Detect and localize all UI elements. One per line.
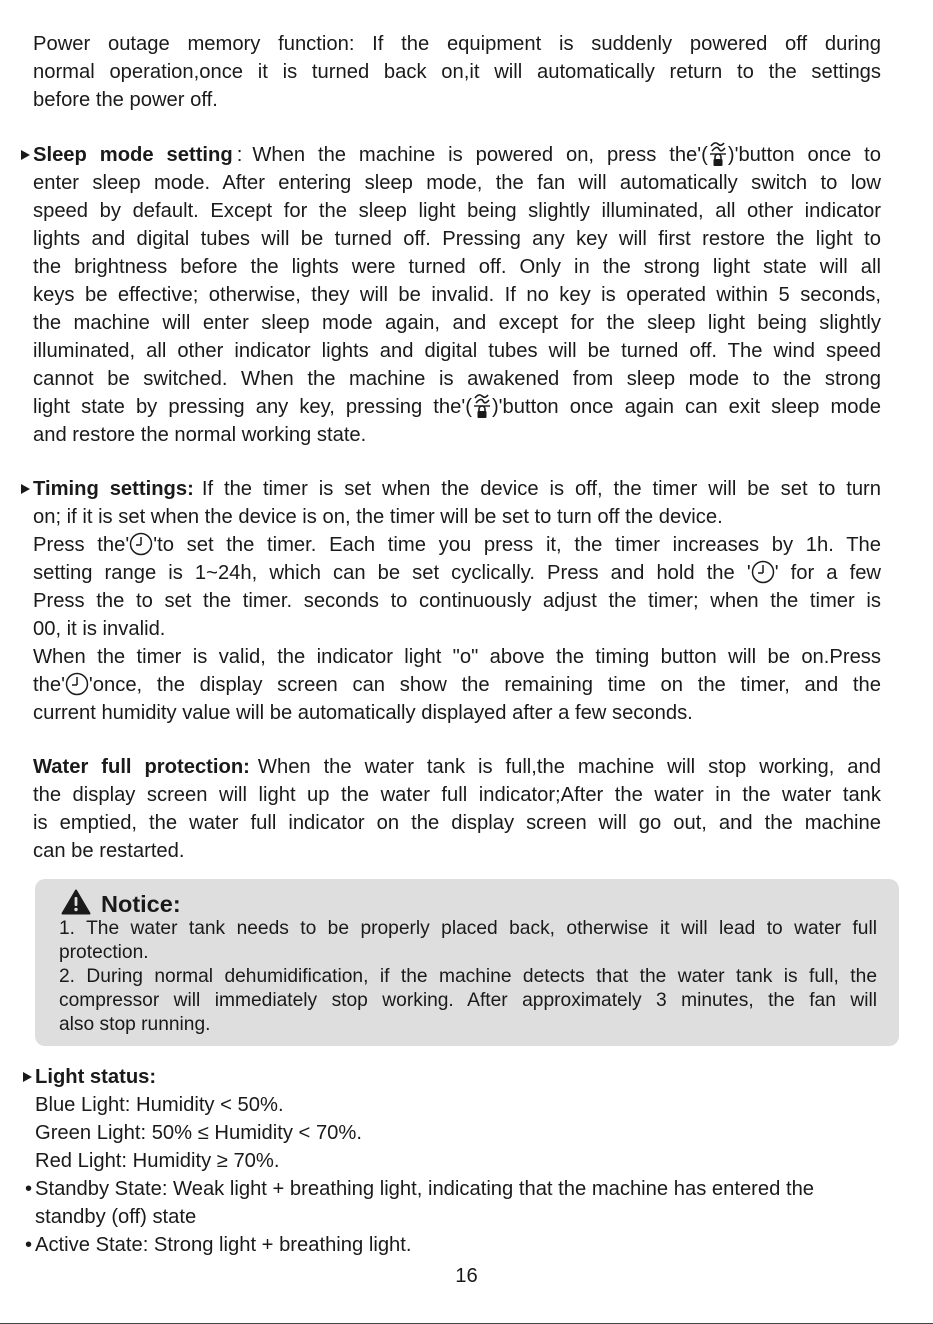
sleep-line-10 — [33, 393, 881, 421]
text-line: and restore the normal working state. — [33, 424, 367, 446]
text-line: Power outage memory function: If the equipment is suddenly powered off during — [33, 33, 881, 55]
timing-heading: Timing settings: — [33, 478, 194, 500]
timing-line-3-head: Press the' — [33, 534, 130, 556]
sleep-line-10-text: light state by pressing any key, pressing the'( — [33, 396, 472, 418]
notice-title-text: Notice: — [101, 891, 181, 917]
text-line: the machine will enter sleep mode again, and except for the sleep light being slightly — [33, 312, 881, 334]
notice-line: 1. The water tank needs to be properly placed back, otherwise it will lead to water full — [59, 918, 877, 939]
sleep-line-1-tail: )'button once to — [727, 144, 882, 166]
notice-title — [61, 889, 181, 917]
bullet-arrow-icon — [21, 150, 30, 160]
text-line: before the power off. — [33, 89, 218, 111]
timing-line-1-text: If the timer is set when the device is off, the timer will be set to turn — [201, 478, 881, 500]
text-line: 00, it is invalid. — [33, 618, 166, 640]
page-number: 16 — [455, 1265, 478, 1287]
text-line: keys be effective; otherwise, they will be invalid. If no key is operated within 5 seconds, — [33, 284, 881, 306]
standby-text: Standby State: Weak light + breathing light, indicating that the machine has entered the — [35, 1178, 815, 1200]
bullet-dot: • — [25, 1178, 33, 1200]
text-line: lights and digital tubes will be turned off. Pressing any key will first restore the light to — [33, 228, 881, 250]
notice-line: also stop running. — [59, 1014, 211, 1035]
notice-line: protection. — [59, 942, 149, 963]
timing-line-8-tail: 'once, the display screen can show the remaining time on the timer, and the — [88, 674, 881, 696]
notice-box — [35, 879, 899, 1046]
light-status-heading-line — [35, 1063, 881, 1091]
text-line: illuminated, all other indicator lights and digital tubes will be turned off. The wind speed — [33, 340, 881, 362]
notice-line: compressor will immediately stop working. After approximately 3 minutes, the fan will — [59, 990, 877, 1011]
timing-section — [33, 475, 881, 727]
timing-line-3-tail: 'to set the timer. Each time you press it, the timer increases by 1h. The — [153, 534, 881, 556]
text-line: current humidity value will be automatically displayed after a few seconds. — [33, 702, 693, 724]
timing-line-3 — [33, 531, 881, 559]
timing-line-8-head: the' — [33, 674, 65, 696]
text-line: normal operation,once it is turned back on,it will automatically return to the settings — [33, 61, 881, 83]
timer-clock-icon — [65, 672, 89, 696]
sleep-lock-icon — [708, 140, 728, 168]
text-line: enter sleep mode. After entering sleep mode, the fan will automatically switch to low — [33, 172, 881, 194]
sleep-mode-heading: Sleep mode setting — [33, 144, 233, 166]
timer-clock-icon — [129, 532, 153, 556]
sleep-lock-icon — [472, 392, 492, 420]
light-status-heading: Light status: — [35, 1066, 157, 1088]
standby-line-1 — [25, 1175, 881, 1203]
bullet-arrow-icon — [23, 1072, 32, 1082]
bullet-arrow-icon — [21, 484, 30, 494]
text-line: speed by default. Except for the sleep light being slightly illuminated, all other indicator — [33, 200, 881, 222]
sleep-line-1 — [33, 141, 881, 169]
text-line: Press the to set the timer. seconds to continuously adjust the timer; when the timer is — [33, 590, 881, 612]
text-line: the display screen will light up the water full indicator;After the water in the water tank — [33, 784, 881, 806]
water-line-1-text: When the water tank is full,the machine will stop working, and — [257, 756, 881, 778]
notice-line: 2. During normal dehumidification, if the machine detects that the water tank is full, the — [59, 966, 877, 987]
sleep-line-10-tail: )'button once again can exit sleep mode — [491, 396, 881, 418]
light-status-section — [25, 1063, 881, 1259]
text-line: cannot be switched. When the machine is awakened from sleep mode to the strong — [33, 368, 881, 390]
light-item: Red Light: Humidity ≥ 70%. — [35, 1150, 280, 1172]
text-line: When the timer is valid, the indicator light "o" above the timing button will be on.Press — [33, 646, 881, 668]
timing-line-4-head: setting range is 1~24h, which can be set cyclically. Press and hold the ' — [33, 562, 751, 584]
heading-colon: : — [236, 144, 243, 166]
timing-line-4-tail: ' for a few — [774, 562, 881, 584]
light-item: Blue Light: Humidity < 50%. — [35, 1094, 284, 1116]
water-full-section — [33, 753, 881, 865]
timing-line-4 — [33, 559, 881, 587]
light-item: Green Light: 50% ≤ Humidity < 70%. — [35, 1122, 362, 1144]
timing-line-8 — [33, 671, 881, 699]
water-line-1 — [33, 753, 881, 781]
sleep-line-1-text: When the machine is powered on, press the'( — [252, 144, 708, 166]
text-line: the brightness before the lights were turned off. Only in the strong light state will all — [33, 256, 881, 278]
text-line: standby (off) state — [35, 1206, 197, 1228]
water-full-heading: Water full protection: — [33, 756, 250, 778]
text-line: is emptied, the water full indicator on the display screen will go out, and the machine — [33, 812, 881, 834]
timing-line-1 — [33, 475, 881, 503]
timer-clock-icon — [751, 560, 775, 584]
active-text: Active State: Strong light + breathing light. — [35, 1234, 412, 1256]
text-line: can be restarted. — [33, 840, 185, 862]
bullet-dot: • — [25, 1234, 33, 1256]
text-line: on; if it is set when the device is on, the timer will be set to turn off the device. — [33, 506, 723, 528]
active-line — [25, 1231, 881, 1259]
power-outage-paragraph — [33, 30, 881, 114]
sleep-mode-section — [33, 141, 881, 449]
